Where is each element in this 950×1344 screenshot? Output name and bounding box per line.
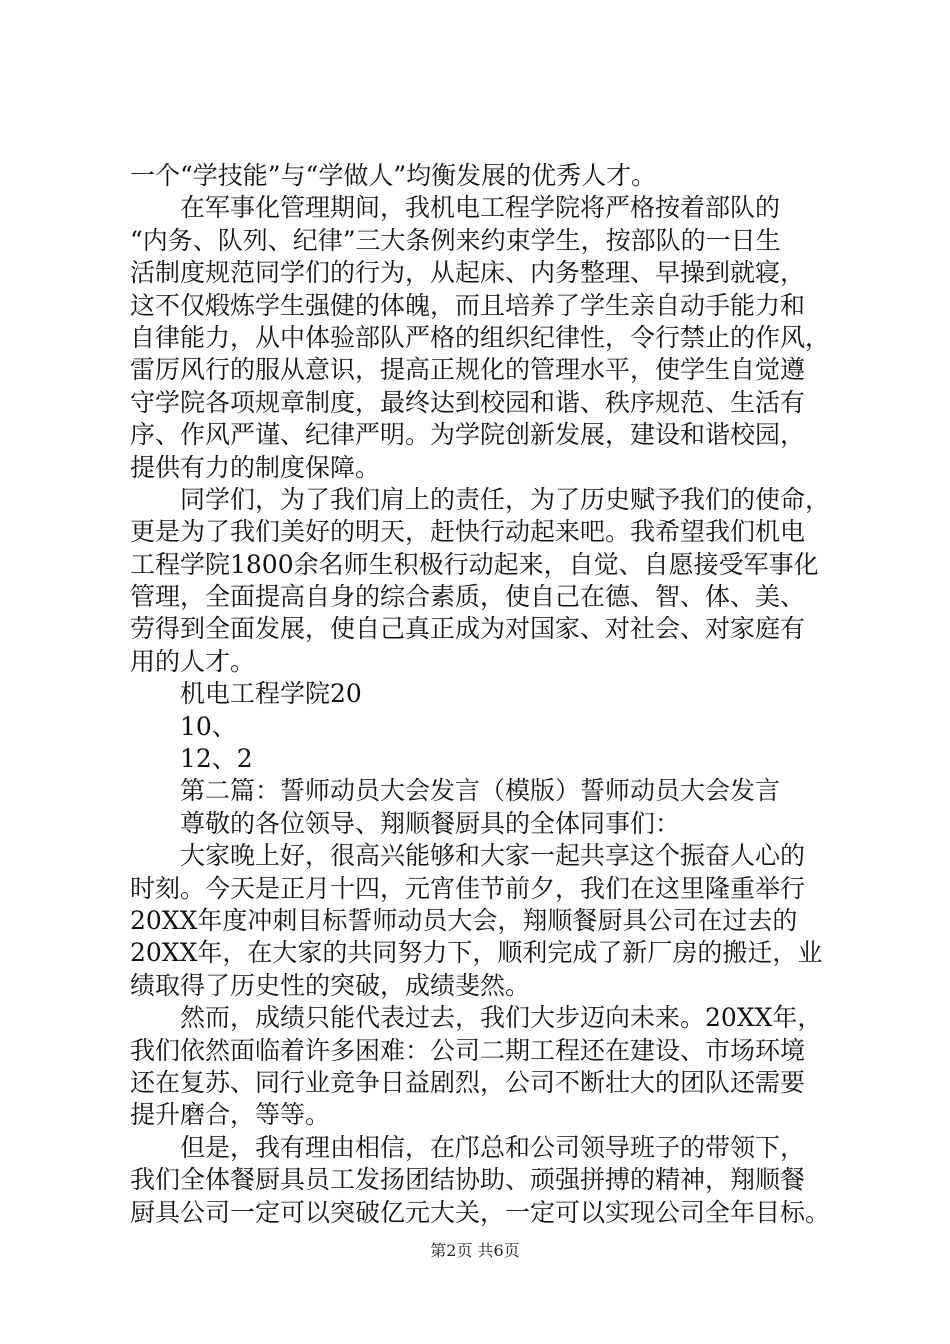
text-line: 但是，我有理由相信，在邝总和公司领导班子的带领下，: [130, 1132, 806, 1162]
page-number-footer: 第2页 共6页: [430, 1241, 520, 1260]
text-line: 我们全体餐厨具员工发扬团结协助、顽强拼搏的精神，翔顺餐: [130, 1165, 806, 1195]
text-line: 时刻。今天是正月十四，元宵佳节前夕，我们在这里隆重举行: [130, 873, 806, 903]
text-line: 然而，成绩只能代表过去，我们大步迈向未来。20XX年，: [130, 1003, 823, 1033]
text-line: 管理，全面提高自身的综合素质，使自己在德、智、体、美、: [130, 582, 806, 612]
text-line: 序、作风严谨、纪律严明。为学院创新发展，建设和谐校园，: [130, 420, 806, 450]
text-line: 厨具公司一定可以突破亿元大关，一定可以实现公司全年目标。: [130, 1197, 831, 1227]
text-line: 活制度规范同学们的行为，从起床、内务整理、早操到就寝，: [130, 258, 806, 288]
text-line: 劳得到全面发展，使自己真正成为对国家、对社会、对家庭有: [130, 614, 806, 644]
text-line: “内务、队列、纪律”三大条例来约束学生，按部队的一日生: [130, 225, 781, 255]
date-line: 10、: [130, 711, 237, 741]
text-line: 更是为了我们美好的明天，赶快行动起来吧。我希望我们机电: [130, 517, 806, 547]
salutation-line: 尊敬的各位领导、翔顺餐厨具的全体同事们：: [130, 808, 681, 838]
date-line: 12、2: [130, 744, 253, 774]
text-line: 提升磨合，等等。: [130, 1100, 331, 1130]
text-line: 还在复苏、同行业竞争日益剧烈，公司不断壮大的团队还需要: [130, 1067, 806, 1097]
text-line: 提供有力的制度保障。: [130, 452, 381, 482]
text-line: 20XX年，在大家的共同努力下，顺利完成了新厂房的搬迁，业: [130, 938, 823, 968]
signature-line: 机电工程学院20: [130, 679, 362, 709]
text-line: 绩取得了历史性的突破，成绩斐然。: [130, 970, 531, 1000]
text-line: 我们依然面临着许多困难：公司二期工程还在建设、市场环境: [130, 1035, 806, 1065]
text-line: 自律能力，从中体验部队严格的组织纪律性，令行禁止的作风，: [130, 322, 831, 352]
document-body: [130, 160, 850, 1229]
text-line: 守学院各项规章制度，最终达到校园和谐、秩序规范、生活有: [130, 387, 806, 417]
text-line: 大家晚上好，很高兴能够和大家一起共享这个振奋人心的: [130, 841, 806, 871]
text-line: 这不仅煅炼学生强健的体魄，而且培养了学生亲自动手能力和: [130, 290, 806, 320]
text-line: 用的人才。: [130, 646, 256, 676]
text-line: 20XX年度冲刺目标誓师动员大会，翔顺餐厨具公司在过去的: [130, 905, 798, 935]
text-line: 雷厉风行的服从意识，提高正规化的管理水平，使学生自觉遵: [130, 355, 806, 385]
section-heading: 第二篇：誓师动员大会发言（模版）誓师动员大会发言: [130, 776, 781, 806]
text-line: 一个“学技能”与“学做人”均衡发展的优秀人才。: [130, 161, 657, 190]
text-line: 同学们，为了我们肩上的责任，为了历史赋予我们的使命，: [130, 484, 831, 514]
text-line: 在军事化管理期间，我机电工程学院将严格按着部队的: [130, 193, 781, 223]
text-line: 工程学院1800余名师生积极行动起来，自觉、自愿接受军事化: [130, 549, 819, 579]
